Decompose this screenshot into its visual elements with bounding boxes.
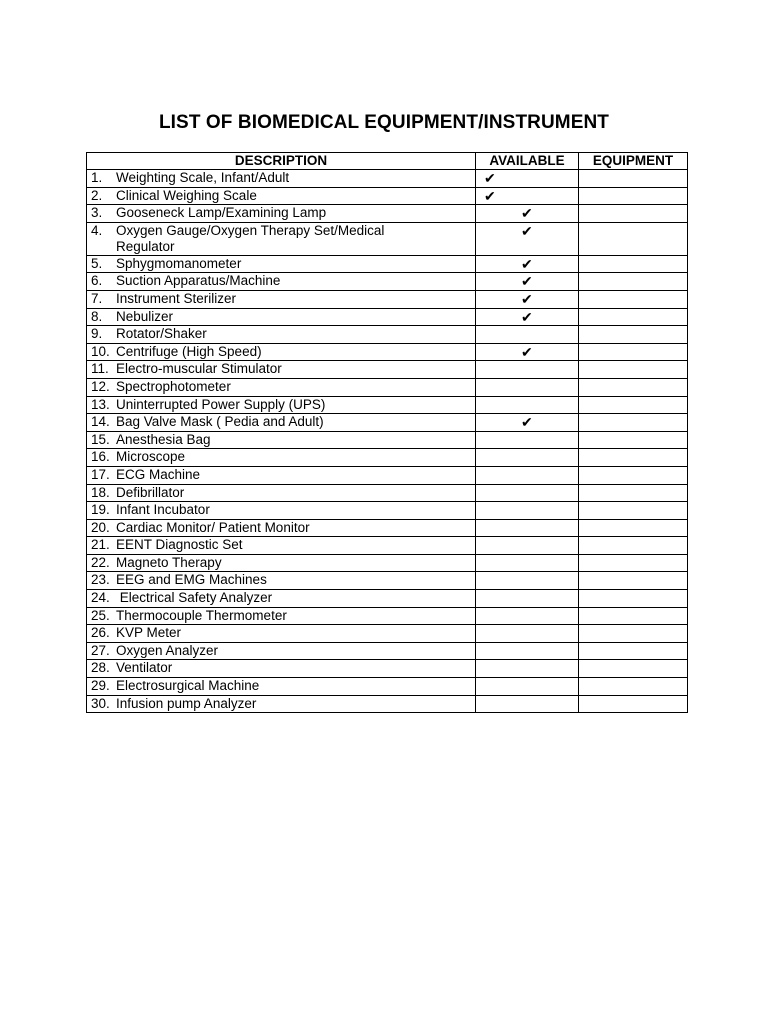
equipment-cell: [579, 396, 688, 414]
description-cell: [87, 449, 476, 467]
equipment-cell: [579, 590, 688, 608]
description-cell: [87, 502, 476, 520]
item-number: 4.: [91, 222, 103, 238]
description-cell: [87, 205, 476, 223]
table-row: [87, 431, 688, 449]
item-description: Defibrillator: [116, 484, 185, 500]
item-description: Clinical Weighing Scale: [116, 187, 257, 203]
description-cell: [87, 361, 476, 379]
item-number: 15.: [91, 431, 110, 447]
checkmark-icon: ✔: [521, 343, 533, 360]
available-cell: [476, 572, 579, 590]
item-number: 9.: [91, 326, 103, 342]
table-row: [87, 590, 688, 608]
table-row: [87, 273, 688, 291]
checkmark-icon: ✔: [521, 414, 533, 431]
table-row: [87, 572, 688, 590]
available-cell: [476, 361, 579, 379]
item-description: Rotator/Shaker: [116, 326, 207, 342]
description-cell: [87, 326, 476, 344]
available-cell: [476, 695, 579, 713]
item-number: 8.: [91, 308, 103, 324]
table-row: [87, 308, 688, 326]
equipment-cell: [579, 642, 688, 660]
item-number: 12.: [91, 378, 110, 394]
item-description: Nebulizer: [116, 308, 174, 324]
table-row: [87, 607, 688, 625]
item-description: Electrosurgical Machine: [116, 678, 260, 694]
equipment-cell: [579, 273, 688, 291]
equipment-cell: [579, 290, 688, 308]
table-row: [87, 660, 688, 678]
table-row: [87, 343, 688, 361]
checkmark-icon: ✔: [521, 255, 533, 272]
item-description: Weighting Scale, Infant/Adult: [116, 170, 290, 185]
table-row: [87, 642, 688, 660]
equipment-cell: [579, 537, 688, 555]
equipment-cell: [579, 660, 688, 678]
equipment-cell: [579, 466, 688, 484]
available-cell: [476, 537, 579, 555]
checkmark-icon: ✔: [521, 273, 533, 290]
description-cell: [87, 678, 476, 696]
table-row: [87, 326, 688, 344]
available-cell: [476, 660, 579, 678]
equipment-cell: [579, 205, 688, 223]
table-row: [87, 519, 688, 537]
available-cell: [476, 308, 579, 326]
table-row: [87, 414, 688, 432]
header-available: AVAILABLE: [476, 153, 579, 170]
item-description: Magneto Therapy: [116, 554, 222, 570]
item-number: 19.: [91, 502, 110, 518]
checkmark-icon: ✔: [521, 205, 533, 222]
description-cell: [87, 396, 476, 414]
table-row: [87, 396, 688, 414]
equipment-cell: [579, 625, 688, 643]
description-cell: [87, 255, 476, 273]
description-cell: [87, 170, 476, 188]
item-description: Thermocouple Thermometer: [116, 607, 287, 623]
item-number: 10.: [91, 343, 110, 359]
item-number: 22.: [91, 554, 110, 570]
item-number: 16.: [91, 449, 110, 465]
available-cell: [476, 590, 579, 608]
available-cell: [476, 519, 579, 537]
item-number: 2.: [91, 187, 103, 203]
table-row: [87, 222, 688, 255]
table-row: [87, 170, 688, 188]
available-cell: [476, 343, 579, 361]
table-row: [87, 502, 688, 520]
item-number: 11.: [91, 361, 109, 377]
item-description: KVP Meter: [116, 625, 182, 641]
item-description: Electrical Safety Analyzer: [116, 590, 273, 606]
table-row: [87, 290, 688, 308]
equipment-cell: [579, 449, 688, 467]
available-cell: [476, 484, 579, 502]
item-number: 21.: [91, 537, 110, 553]
table-row: [87, 537, 688, 555]
item-number: 28.: [91, 660, 110, 676]
available-cell: [476, 273, 579, 291]
table-row: [87, 205, 688, 223]
item-description: Oxygen Gauge/Oxygen Therapy Set/Medical Regulator: [116, 222, 385, 254]
header-description: DESCRIPTION: [87, 153, 476, 170]
item-description: Oxygen Analyzer: [116, 642, 219, 658]
equipment-cell: [579, 414, 688, 432]
equipment-cell: [579, 343, 688, 361]
checkmark-icon: ✔: [484, 187, 496, 204]
description-cell: [87, 343, 476, 361]
equipment-cell: [579, 308, 688, 326]
available-cell: [476, 170, 579, 188]
equipment-cell: [579, 222, 688, 255]
table-row: [87, 449, 688, 467]
checkmark-icon: ✔: [521, 222, 533, 239]
item-number: 6.: [91, 273, 103, 289]
description-cell: [87, 290, 476, 308]
available-cell: [476, 625, 579, 643]
available-cell: [476, 678, 579, 696]
table-header-row: [87, 153, 688, 170]
equipment-cell: [579, 361, 688, 379]
description-cell: [87, 642, 476, 660]
equipment-cell: [579, 378, 688, 396]
available-cell: [476, 255, 579, 273]
header-equipment: EQUIPMENT: [579, 153, 688, 170]
available-cell: [476, 431, 579, 449]
item-description: Infusion pump Analyzer: [116, 695, 257, 711]
table-row: [87, 466, 688, 484]
available-cell: [476, 554, 579, 572]
item-description: EENT Diagnostic Set: [116, 537, 243, 553]
item-number: 18.: [91, 484, 110, 500]
description-cell: [87, 607, 476, 625]
item-number: 23.: [91, 572, 110, 588]
description-cell: [87, 378, 476, 396]
equipment-cell: [579, 572, 688, 590]
table-row: [87, 554, 688, 572]
description-cell: [87, 414, 476, 432]
item-description: Ventilator: [116, 660, 173, 676]
item-number: 14.: [91, 414, 110, 430]
item-description: Centrifuge (High Speed): [116, 343, 262, 359]
checkmark-icon: ✔: [521, 290, 533, 307]
table-row: [87, 625, 688, 643]
description-cell: [87, 273, 476, 291]
available-cell: [476, 607, 579, 625]
available-cell: [476, 396, 579, 414]
description-cell: [87, 590, 476, 608]
equipment-cell: [579, 326, 688, 344]
table-row: [87, 378, 688, 396]
equipment-cell: [579, 170, 688, 188]
table-row: [87, 484, 688, 502]
checkmark-icon: ✔: [521, 308, 533, 325]
available-cell: [476, 642, 579, 660]
item-number: 5.: [91, 255, 103, 271]
equipment-cell: [579, 519, 688, 537]
item-description: Gooseneck Lamp/Examining Lamp: [116, 205, 327, 221]
item-description: Instrument Sterilizer: [116, 290, 237, 306]
table-row: [87, 187, 688, 205]
equipment-cell: [579, 554, 688, 572]
table-row: [87, 361, 688, 379]
equipment-cell: [579, 607, 688, 625]
available-cell: [476, 187, 579, 205]
description-cell: [87, 466, 476, 484]
description-cell: [87, 537, 476, 555]
page-title: LIST OF BIOMEDICAL EQUIPMENT/INSTRUMENT: [158, 112, 610, 133]
description-cell: [87, 519, 476, 537]
available-cell: [476, 466, 579, 484]
item-description: Cardiac Monitor/ Patient Monitor: [116, 519, 310, 535]
description-cell: [87, 695, 476, 713]
available-cell: [476, 502, 579, 520]
item-number: 17.: [91, 466, 110, 482]
item-description: Infant Incubator: [116, 502, 210, 518]
item-description: Spectrophotometer: [116, 378, 231, 394]
item-description: Electro-muscular Stimulator: [116, 361, 282, 377]
equipment-cell: [579, 502, 688, 520]
item-description: Anesthesia Bag: [116, 431, 211, 447]
description-cell: [87, 554, 476, 572]
available-cell: [476, 290, 579, 308]
equipment-table: [86, 152, 688, 713]
equipment-cell: [579, 255, 688, 273]
item-description: Bag Valve Mask ( Pedia and Adult): [116, 414, 324, 430]
checkmark-icon: ✔: [484, 170, 496, 186]
item-description: Sphygmomanometer: [116, 255, 242, 271]
equipment-cell: [579, 695, 688, 713]
item-number: 7.: [91, 290, 103, 306]
description-cell: [87, 660, 476, 678]
item-number: 27.: [91, 642, 110, 658]
table-row: [87, 695, 688, 713]
available-cell: [476, 449, 579, 467]
description-cell: [87, 222, 476, 255]
available-cell: [476, 326, 579, 344]
item-number: 24.: [91, 590, 110, 606]
equipment-cell: [579, 187, 688, 205]
available-cell: [476, 222, 579, 255]
item-number: 1.: [91, 170, 103, 185]
item-description: Uninterrupted Power Supply (UPS): [116, 396, 326, 412]
description-cell: [87, 308, 476, 326]
available-cell: [476, 205, 579, 223]
description-cell: [87, 484, 476, 502]
equipment-cell: [579, 484, 688, 502]
item-number: 3.: [91, 205, 103, 221]
item-description: Microscope: [116, 449, 186, 465]
equipment-cell: [579, 678, 688, 696]
item-description: ECG Machine: [116, 466, 201, 482]
item-number: 29.: [91, 678, 110, 694]
description-cell: [87, 431, 476, 449]
available-cell: [476, 414, 579, 432]
item-number: 30.: [91, 695, 110, 711]
item-number: 20.: [91, 519, 110, 535]
item-number: 26.: [91, 625, 110, 641]
item-description: Suction Apparatus/Machine: [116, 273, 281, 289]
description-cell: [87, 187, 476, 205]
item-number: 25.: [91, 607, 110, 623]
available-cell: [476, 378, 579, 396]
item-description: EEG and EMG Machines: [116, 572, 267, 588]
table-row: [87, 678, 688, 696]
item-number: 13.: [91, 396, 110, 412]
table-row: [87, 255, 688, 273]
equipment-cell: [579, 431, 688, 449]
description-cell: [87, 572, 476, 590]
description-cell: [87, 625, 476, 643]
